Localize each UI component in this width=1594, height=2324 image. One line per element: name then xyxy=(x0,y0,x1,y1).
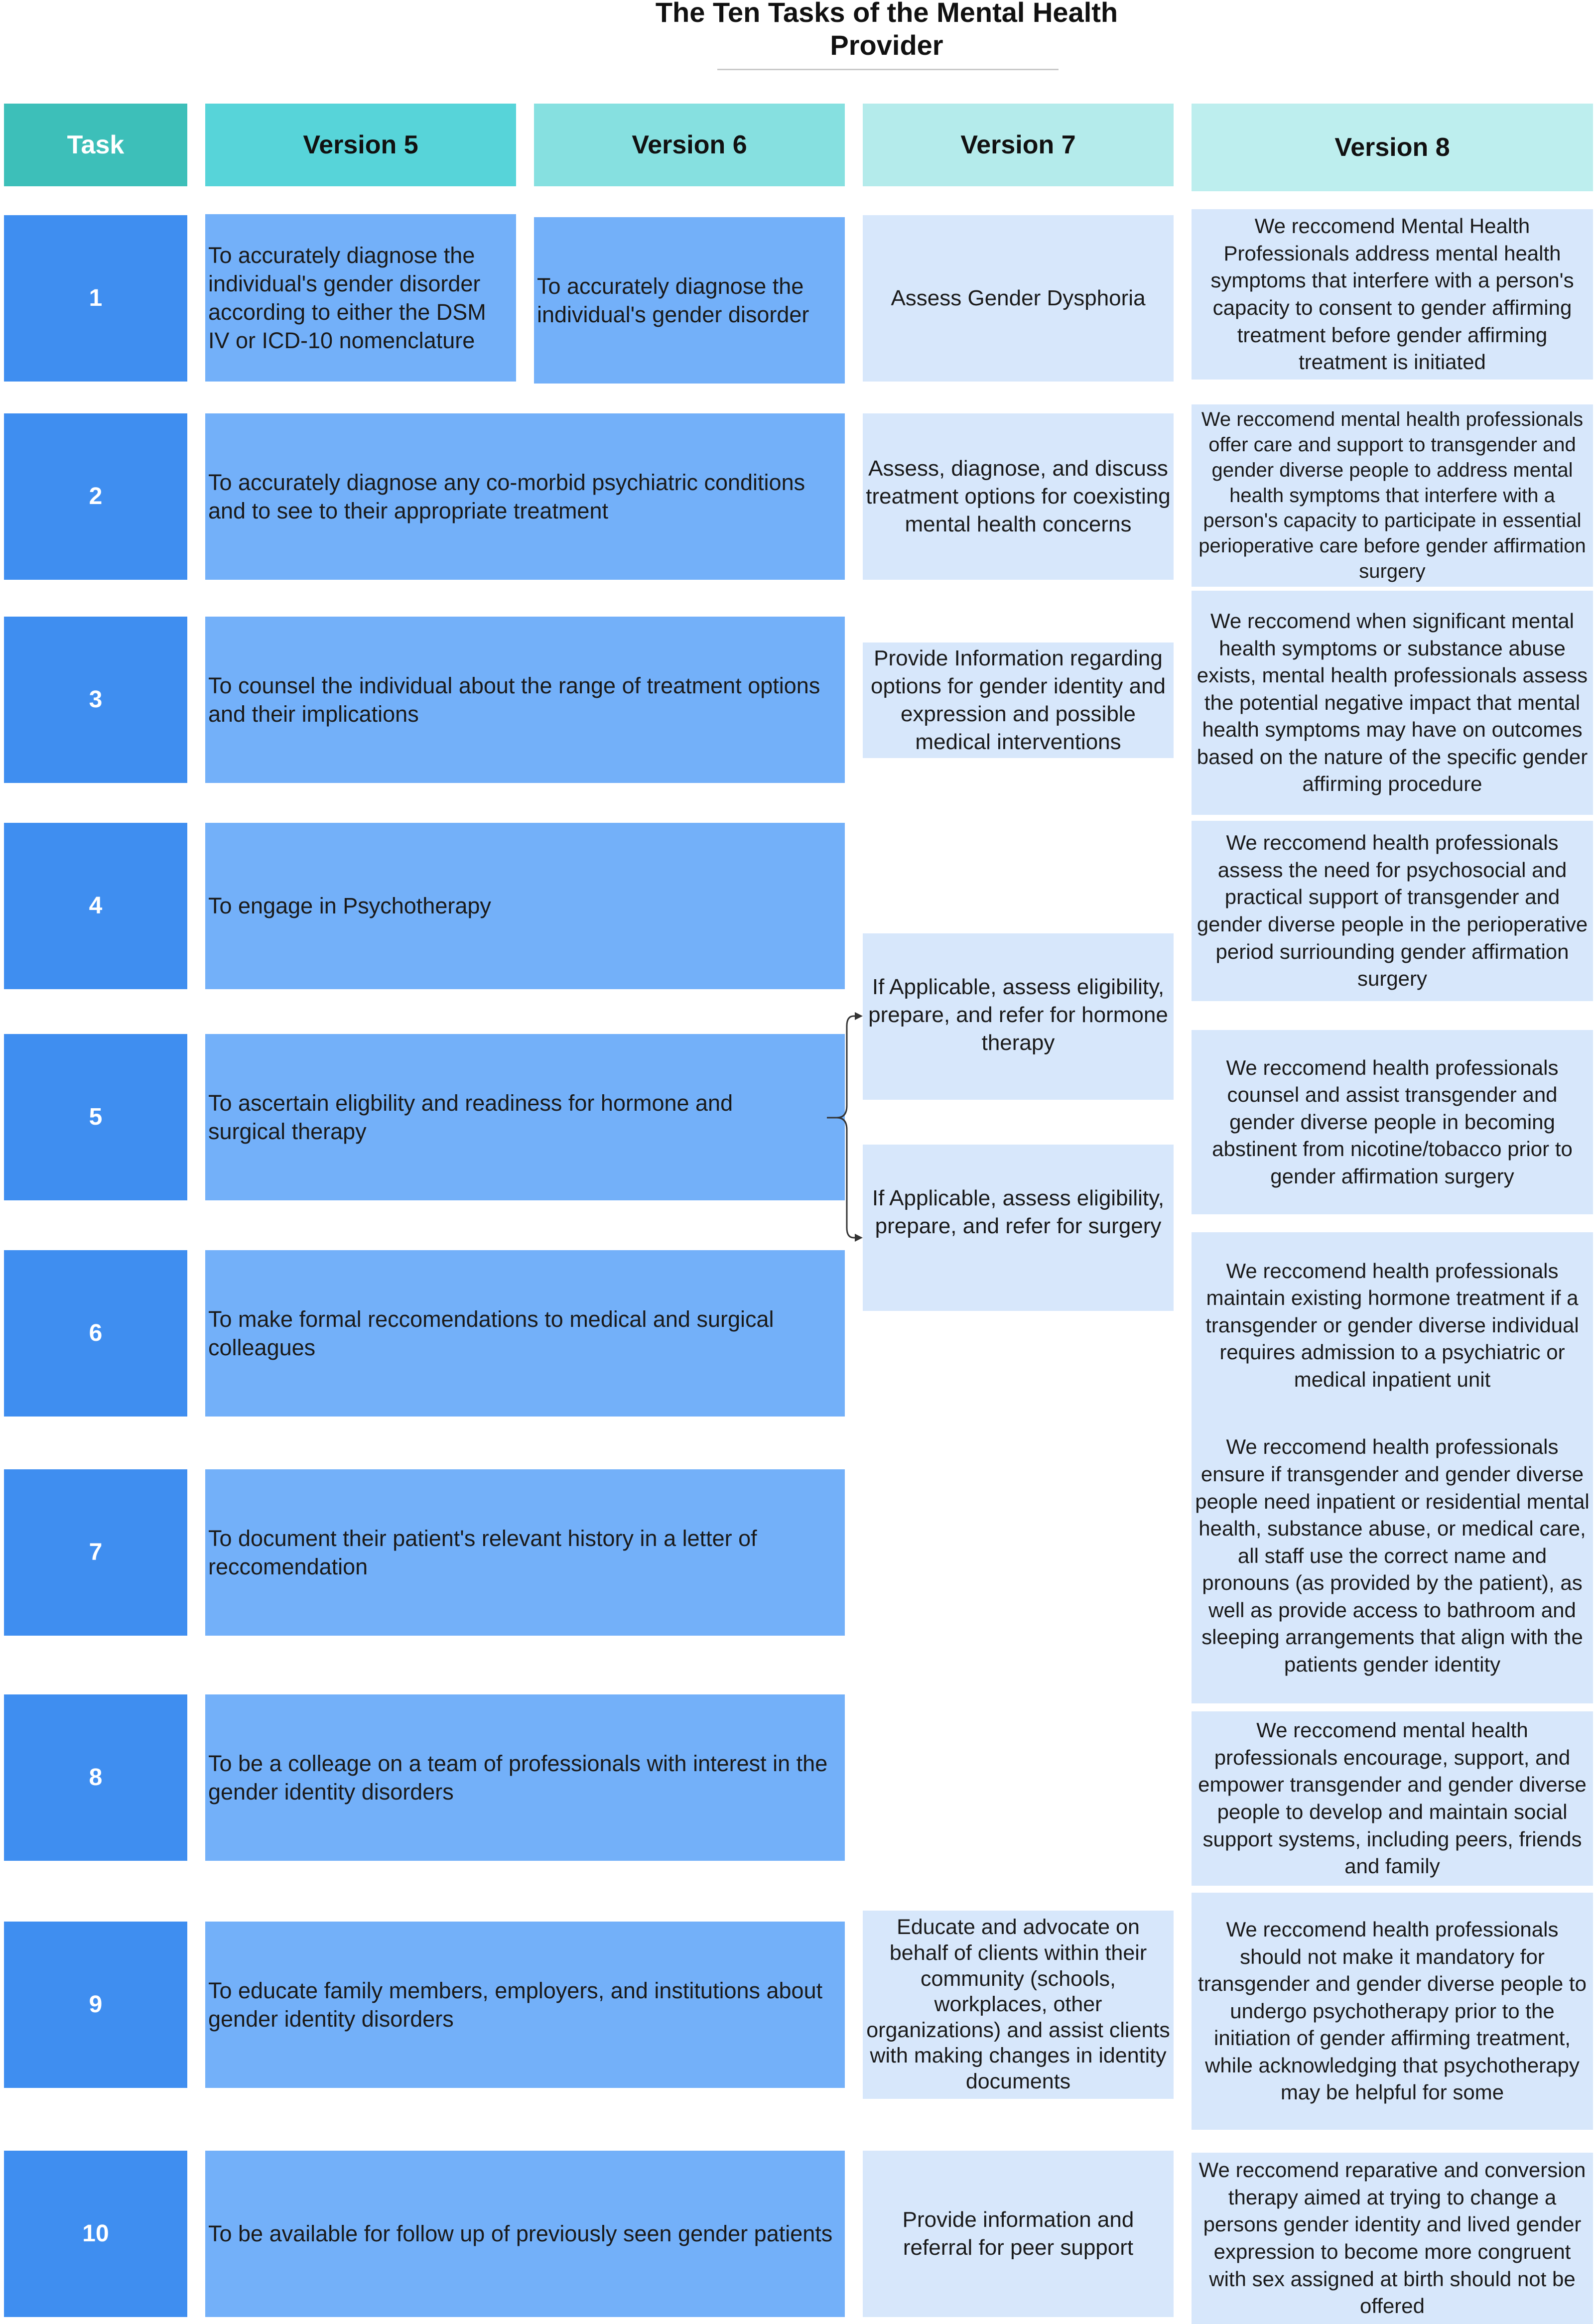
surgery-version-7: If Applicable, assess eligibility, prepare, and refer for surgery xyxy=(863,1145,1174,1311)
task-2-version-7: Assess, diagnose, and discuss treatment options for coexisting mental health concerns xyxy=(863,413,1174,580)
task-number-10: 10 xyxy=(4,2151,187,2317)
task-number-8: 8 xyxy=(4,1694,187,1861)
task-1-version-7: Assess Gender Dysphoria xyxy=(863,215,1174,382)
task-2-version-5-6: To accurately diagnose any co-morbid psychiatric conditions and to see to their appropriate treatment xyxy=(205,413,845,580)
task-number-7: 7 xyxy=(4,1469,187,1636)
task-2-version-8: We reccomend mental health professionals offer care and support to transgender and gender diverse people to address mental health symptoms that interfere with a person's capacity to participate in essential perioperative care before gender affirmation surgery xyxy=(1192,404,1593,587)
task-number-6: 6 xyxy=(4,1250,187,1417)
task-3-version-5-6: To counsel the individual about the range of treatment options and their implications xyxy=(205,617,845,783)
task-1-version-5: To accurately diagnose the individual's gender disorder according to either the DSM IV or ICD-10 nomenclature xyxy=(205,214,516,382)
task-9-version-8: We reccomend health professionals should not make it mandatory for transgender and gender diverse people to undergo psychotherapy prior to the initiation of gender affirming treatment, while acknowledging that psychotherapy may be helpful for some xyxy=(1192,1893,1593,2130)
task-9-version-5-6: To educate family members, employers, and institutions about gender identity disorders xyxy=(205,1922,845,2088)
task-number-5: 5 xyxy=(4,1034,187,1200)
task-number-9: 9 xyxy=(4,1922,187,2088)
header-version-7: Version 7 xyxy=(863,104,1174,186)
task-6-version-5-6: To make formal reccomendations to medical and surgical colleagues xyxy=(205,1250,845,1417)
task-number-3: 3 xyxy=(4,617,187,783)
hormone-therapy-version-7: If Applicable, assess eligibility, prepare, and refer for hormone therapy xyxy=(863,933,1174,1100)
task-7-version-5-6: To document their patient's relevant history in a letter of reccomendation xyxy=(205,1469,845,1636)
header-version-6: Version 6 xyxy=(534,104,845,186)
task-6-version-8: We reccomend health professionals maintain existing hormone treatment if a transgender or gender diverse individual requires admission to a psychiatric or medical inpatient unit xyxy=(1192,1232,1593,1419)
task-number-2: 2 xyxy=(4,413,187,580)
header-version-5: Version 5 xyxy=(205,104,516,186)
task-number-1: 1 xyxy=(4,215,187,382)
task-9-version-7: Educate and advocate on behalf of clients within their community (schools, workplaces, other organizations) and assist clients with making changes in identity documents xyxy=(863,1911,1174,2099)
task-number-4: 4 xyxy=(4,823,187,989)
task-8-version-8: We reccomend mental health professionals encourage, support, and empower transgender and gender diverse people to develop and maintain social support systems, including peers, friends and family xyxy=(1192,1711,1593,1886)
task-3-version-8: We reccomend when significant mental health symptoms or substance abuse exists, mental health professionals assess the potential negative impact that mental health symptoms may have on outcomes based on the nature of the specific gender affirming procedure xyxy=(1192,591,1593,815)
task-10-version-8: We reccomend reparative and conversion therapy aimed at trying to change a persons gender identity and lived gender expression to become more congruent with sex assigned at birth should not be offered xyxy=(1192,2153,1593,2324)
task-10-version-7: Provide information and referral for peer support xyxy=(863,2151,1174,2317)
page-title: The Ten Tasks of the Mental Health Provider xyxy=(655,0,1118,61)
task-1-version-8: We reccomend Mental Health Professionals address mental health symptoms that interfere with a person's capacity to consent to gender affirming treatment before gender affirming treatment is initiated xyxy=(1192,209,1593,380)
split-bracket-connector xyxy=(817,1006,867,1240)
task-4-version-8: We reccomend health professionals assess the need for psychosocial and practical support of transgender and gender diverse people in the perioperative period surriounding gender affirmation surgery xyxy=(1192,821,1593,1001)
header-task: Task xyxy=(4,104,187,186)
task-1-version-6: To accurately diagnose the individual's gender disorder xyxy=(534,217,845,384)
task-4-version-5-6: To engage in Psychotherapy xyxy=(205,823,845,989)
task-8-version-5-6: To be a colleage on a team of professionals with interest in the gender identity disorders xyxy=(205,1694,845,1861)
task-3-version-7: Provide Information regarding options for gender identity and expression and possible medical interventions xyxy=(863,643,1174,758)
task-10-version-5-6: To be available for follow up of previously seen gender patients xyxy=(205,2151,845,2317)
header-version-8: Version 8 xyxy=(1192,104,1593,191)
title-divider xyxy=(717,69,1059,70)
task-7-version-8: We reccomend health professionals ensure if transgender and gender diverse people need inpatient or residential mental health, substance abuse, or medical care, all staff use the correct name and pronouns (as provided by the patient), as well as provide access to bathroom and sleeping arrangements that align with the patients gender identity xyxy=(1192,1409,1593,1703)
task-5-version-5-6: To ascertain eligbility and readiness for hormone and surgical therapy xyxy=(205,1034,845,1200)
task-5-version-8: We reccomend health professionals counsel and assist transgender and gender diverse people in becoming abstinent from nicotine/tobacco prior to gender affirmation surgery xyxy=(1192,1030,1593,1214)
